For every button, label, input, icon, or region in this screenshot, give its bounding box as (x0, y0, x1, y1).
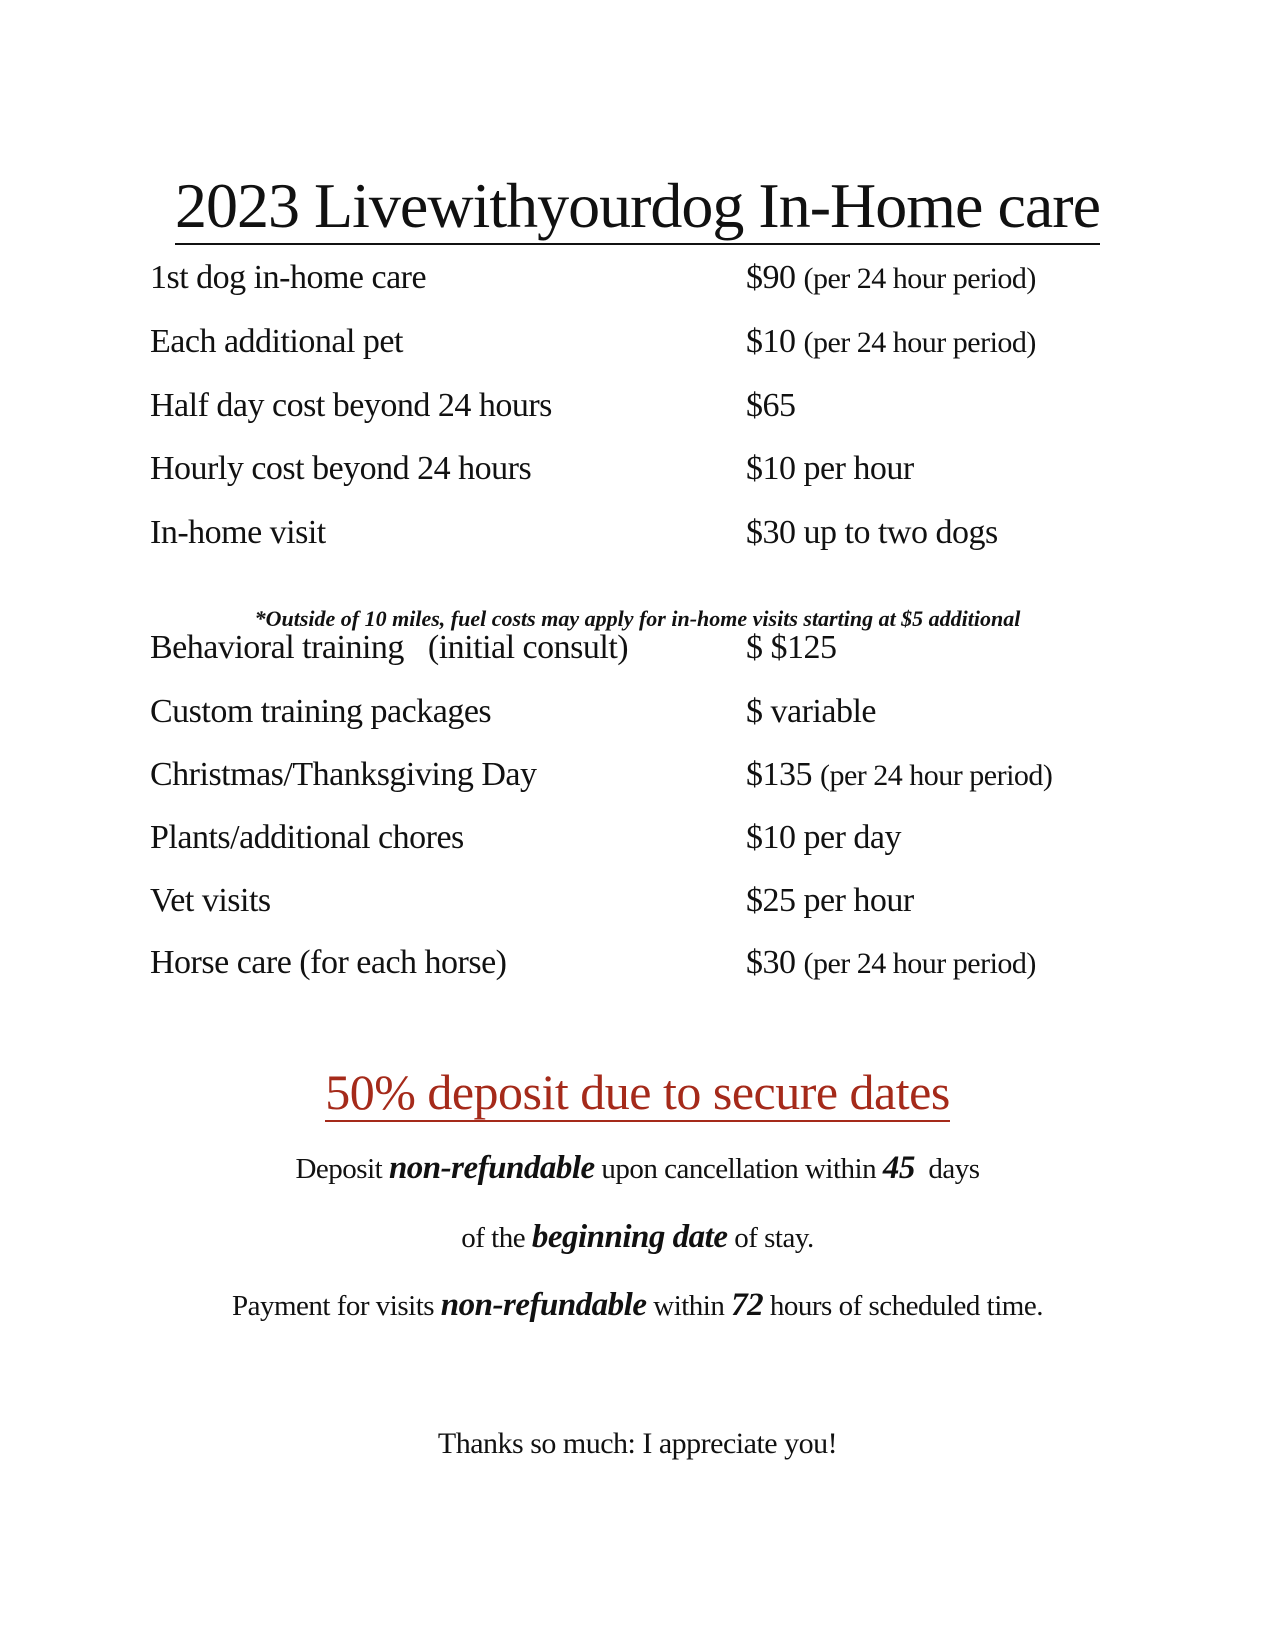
rate-price-value: $90 (746, 259, 796, 296)
rate-price (746, 626, 837, 670)
deposit-heading-text: 50% deposit due to secure dates (325, 1064, 950, 1120)
rate-row (150, 816, 1150, 860)
policy-hours: 72 (731, 1287, 764, 1323)
rate-price (746, 384, 796, 428)
rate-price-unit: (per 24 hour period) (803, 947, 1036, 980)
rate-row (150, 879, 1150, 923)
rate-price (746, 816, 901, 860)
policy-text: Payment for visits (232, 1290, 441, 1322)
policy-text: Deposit (295, 1153, 389, 1185)
rate-price (746, 690, 876, 734)
policy-text: days (914, 1153, 980, 1185)
rate-price-value: $10 per day (746, 819, 902, 856)
rate-label: Half day cost beyond 24 hours (150, 387, 552, 424)
rate-price-value: $10 (746, 323, 796, 360)
rate-row (150, 626, 1150, 670)
policy-text: of the (461, 1222, 532, 1254)
rate-price-value: $30 up to two dogs (746, 514, 998, 551)
rate-price-value: $30 (746, 944, 796, 981)
policy-emphasis: non-refundable (440, 1287, 647, 1323)
rate-label: In-home visit (150, 514, 326, 551)
rate-price-value: $ $125 (746, 629, 837, 666)
rate-price (746, 447, 914, 491)
policy-text: upon cancellation within (594, 1153, 883, 1185)
rate-price (746, 320, 1036, 365)
rate-price-value: $10 per hour (746, 450, 914, 487)
rate-row (150, 511, 1150, 555)
rate-label: Plants/additional chores (150, 819, 464, 856)
deposit-heading (0, 1062, 1275, 1122)
rate-label: Christmas/Thanksgiving Day (150, 756, 537, 793)
policy-text: of stay. (727, 1222, 814, 1254)
rate-price-value: $65 (746, 387, 796, 424)
rate-row (150, 320, 1150, 364)
policy-line-visits (0, 1285, 1275, 1326)
rate-row (150, 384, 1150, 428)
rate-label: Hourly cost beyond 24 hours (150, 450, 532, 487)
rate-price-unit: (per 24 hour period) (820, 759, 1053, 792)
rate-price (746, 511, 998, 555)
rate-price (746, 753, 1052, 798)
rate-label: 1st dog in-home care (150, 259, 427, 296)
rate-price-unit: (per 24 hour period) (803, 262, 1036, 295)
rate-label: Vet visits (150, 882, 271, 919)
rate-label: Custom training packages (150, 693, 492, 730)
rate-price-value: $25 per hour (746, 882, 914, 919)
policy-text: hours of scheduled time. (763, 1290, 1043, 1322)
fuel-cost-note: *Outside of 10 miles, fuel costs may apply for in-home visits starting at $5 additional (254, 606, 1021, 631)
rate-label: Behavioral training (initial consult) (150, 629, 629, 666)
policy-emphasis: beginning date (531, 1219, 728, 1255)
thanks-message: Thanks so much: I appreciate you! (437, 1427, 838, 1460)
page-title (0, 170, 1275, 242)
rate-label: Horse care (for each horse) (150, 944, 507, 981)
rate-price (746, 941, 1036, 986)
policy-line-deposit (0, 1148, 1275, 1189)
rate-row (150, 941, 1150, 985)
policy-days: 45 (882, 1150, 915, 1186)
rate-row (150, 690, 1150, 734)
rate-label: Each additional pet (150, 323, 403, 360)
rate-price-value: $135 (746, 756, 812, 793)
policy-line-beginning (0, 1217, 1275, 1258)
rate-price-unit: (per 24 hour period) (803, 326, 1036, 359)
rate-row (150, 447, 1150, 491)
policy-text: within (646, 1290, 732, 1322)
policy-emphasis: non-refundable (388, 1150, 595, 1186)
rate-row (150, 256, 1150, 300)
rate-row (150, 753, 1150, 797)
rate-price-value: $ variable (746, 693, 876, 730)
page-title-text: 2023 Livewithyourdog In-Home care (175, 170, 1100, 245)
rate-price (746, 256, 1036, 301)
rate-price (746, 879, 914, 923)
